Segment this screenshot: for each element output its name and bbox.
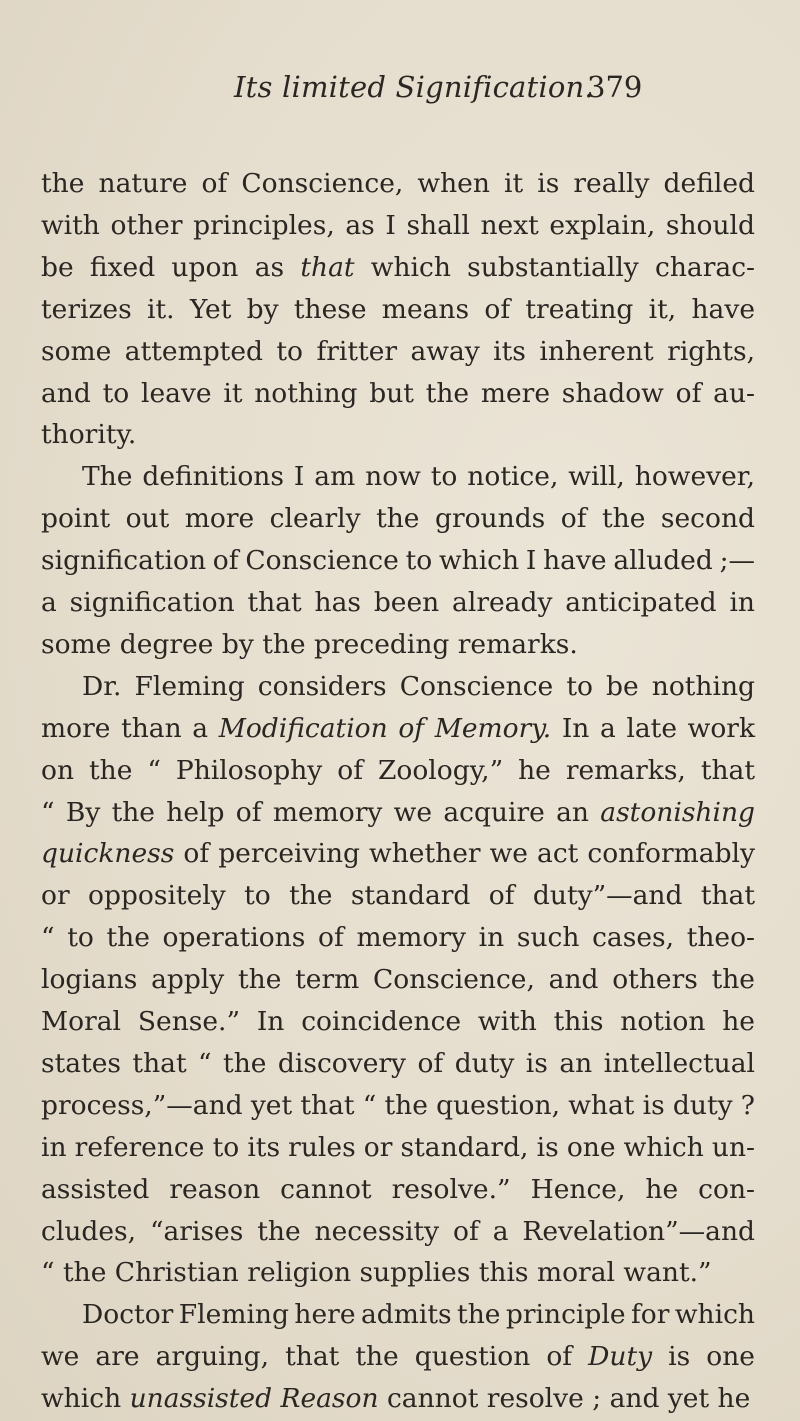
text-run: some attempted to fritter away its inherent rights, <box>41 335 755 367</box>
text-run: thority. <box>41 419 137 451</box>
text-line <box>41 1379 750 1419</box>
text-run: Doctor Fleming here admits the principle for which <box>82 1299 755 1331</box>
text-line <box>41 1086 755 1126</box>
text-run: which substantially charac- <box>354 251 755 283</box>
italic-text: quickness <box>41 838 175 870</box>
text-run: on the “ Philosophy of Zoology,” he remarks, that <box>41 754 755 786</box>
text-run: is one <box>652 1341 755 1373</box>
text-line <box>41 876 755 916</box>
text-run: In a late work <box>551 712 756 744</box>
text-run: “ to the operations of memory in such cases, theo- <box>41 922 755 954</box>
italic-text: Duty <box>588 1341 653 1373</box>
text-line <box>41 960 755 1000</box>
text-line <box>41 1212 755 1252</box>
italic-text: that <box>300 251 355 283</box>
text-line <box>41 1337 755 1377</box>
text-line <box>82 457 755 497</box>
text-run: process,”—and yet that “ the question, what is duty ? <box>41 1089 755 1121</box>
text-line <box>41 164 755 204</box>
text-run: we are arguing, that the question of <box>41 1341 589 1373</box>
text-line <box>41 206 755 246</box>
text-line <box>41 1170 755 1210</box>
text-line <box>82 1295 755 1335</box>
text-run: cludes, “arises the necessity of a Revelation”—and <box>41 1215 755 1247</box>
text-line <box>41 709 755 749</box>
text-run: a signification that has been already anticipated in <box>41 587 755 618</box>
text-run: some degree by the preceding remarks. <box>41 628 578 660</box>
text-line <box>41 290 755 330</box>
text-run: The definitions I am now to notice, will, however, <box>82 461 755 493</box>
italic-text: unassisted Reason <box>129 1383 379 1415</box>
text-run: Dr. Fleming considers Conscience to be nothing <box>82 670 755 702</box>
text-line <box>41 332 755 372</box>
text-run: cannot resolve ; and yet he <box>378 1383 751 1415</box>
text-line <box>41 918 755 958</box>
text-line <box>41 499 755 539</box>
text-run: signification of Conscience to which I have alluded ;— <box>41 545 755 577</box>
text-run: be fixed upon as <box>41 251 301 283</box>
text-line <box>41 541 755 581</box>
text-run: states that “ the discovery of duty is an intellectual <box>41 1047 755 1079</box>
text-run: Moral Sense.” In coincidence with this notion he <box>41 1006 755 1037</box>
text-line <box>41 1002 755 1042</box>
italic-text: Modification of Memory. <box>218 712 552 744</box>
text-run: the nature of Conscience, when it is really defiled <box>41 168 755 199</box>
page-number: 379 <box>587 70 643 104</box>
text-line <box>41 415 136 455</box>
text-run: which <box>41 1383 130 1415</box>
text-run: “ By the help of memory we acquire an <box>41 796 601 828</box>
running-head: Its limited Signification. <box>234 70 594 104</box>
italic-text: astonishing <box>600 796 755 828</box>
text-line <box>41 793 755 833</box>
text-run: “ the Christian religion supplies this moral want.” <box>41 1257 712 1289</box>
text-run: assisted reason cannot resolve.” Hence, he con- <box>41 1173 755 1205</box>
page-header <box>0 70 800 110</box>
text-line <box>41 374 755 414</box>
text-line <box>41 1044 755 1084</box>
text-line <box>41 248 755 288</box>
text-run: point out more clearly the grounds of the second <box>41 503 755 535</box>
text-run: terizes it. Yet by these means of treating it, have <box>41 293 755 325</box>
text-run: logians apply the term Conscience, and others the <box>41 964 755 996</box>
text-line <box>41 751 755 791</box>
text-run: with other principles, as I shall next explain, should <box>41 209 755 241</box>
text-run: in reference to its rules or standard, is one which un- <box>41 1131 755 1163</box>
text-line <box>41 1253 712 1293</box>
text-line <box>41 625 578 665</box>
text-line <box>41 834 755 874</box>
text-line <box>41 1128 755 1168</box>
text-line <box>82 667 755 707</box>
text-run: or oppositely to the standard of duty”—and that <box>41 880 755 912</box>
text-line <box>41 583 755 623</box>
text-run: of perceiving whether we act conformably <box>174 838 755 870</box>
text-run: more than a <box>41 712 219 744</box>
text-run: and to leave it nothing but the mere shadow of au- <box>41 377 755 409</box>
